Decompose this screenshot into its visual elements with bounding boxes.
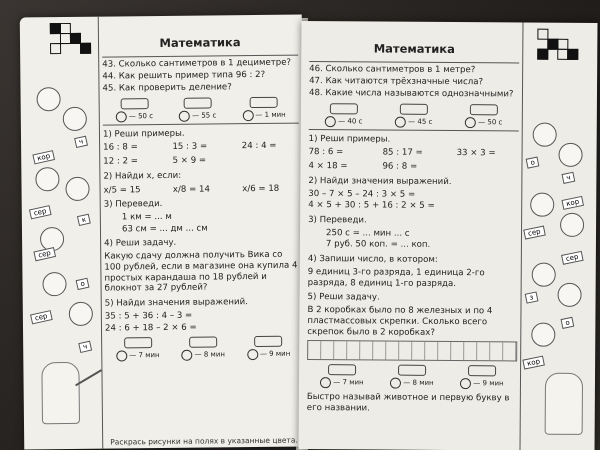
color-tag: з xyxy=(525,292,539,304)
color-tag: сер xyxy=(523,226,545,240)
question-46: 46. Сколько сантиметров в 1 метре? xyxy=(309,64,476,76)
task-1-label: 1) Реши примеры. xyxy=(308,133,391,145)
task-5-text: В 2 коробках было по 8 железных и по 4 пластмассовых скрепки. Сколько всего скрепок было в 2 коробках? xyxy=(307,305,493,338)
task-1-label: 1) Реши примеры. xyxy=(102,128,185,140)
color-tag: ч xyxy=(562,172,576,184)
time-scale-bottom: — 7 мин — 8 мин — 9 мин xyxy=(105,336,301,362)
task-5-label: 5) Найди значения выражений. xyxy=(104,297,248,309)
fish-icon xyxy=(532,263,556,287)
color-tag: сер xyxy=(561,251,583,265)
right-page xyxy=(299,21,598,450)
hedgehog-icon xyxy=(36,87,60,111)
sad-face-icon xyxy=(242,110,253,121)
question-44: 44. Как решить пример типа 96 : 2? xyxy=(102,70,266,82)
schoolboy-figure xyxy=(41,362,80,424)
task-3-label: 3) Переведи. xyxy=(308,215,367,226)
color-tag: кор xyxy=(561,196,584,210)
question-45: 45. Как проверить деление? xyxy=(102,82,232,94)
schoolgirl-figure xyxy=(545,373,583,435)
horse-icon xyxy=(558,283,582,307)
sad-face-icon xyxy=(465,117,476,128)
bottom-instruction: Раскрась рисунки на полях в указанные цвета. xyxy=(110,435,298,447)
task-4-label: 4) Реши задачу. xyxy=(104,238,177,250)
left-page xyxy=(20,15,307,450)
rabbit-icon xyxy=(42,272,66,296)
color-tag: к xyxy=(77,214,91,226)
task-2-label: 2) Найди x, если: xyxy=(103,170,182,182)
math-logo-icon xyxy=(537,29,581,73)
color-tag: кор xyxy=(32,150,55,164)
question-43: 43. Сколько сантиметров в 1 дециметре? xyxy=(102,58,292,71)
color-tag: о xyxy=(561,317,575,329)
right-content: Математика 46. Сколько сантиметров в 1 метре? 47. Как читаются трёхзначные числа? 48. Какие числа называются однозначными? — 40 с — 45 с — 50 с 1) Реши примеры. 78 : 6 = 85 : 17 = 33 × 3 = 4 × 18 = 96 : 8 = 2) Найди значения выражений. 30 – 7 × 5 – 24 : 3 × 5 = 4 × 5 + 30 : 5 + 16 : 2 × 5 = 3) Переведи. 250 с = ... мин ... с 7 руб. 50 коп. = ... коп. 4) Запиши число, в котором: 9 единиц 3-го разряда, 1 единица 2-го разряда, 8 единиц 1-го разряда. 5) Реши задачу. В 2 коробках было по 8 железных и по 4 пластмассовых скрепки. Сколько всего скрепок было в 2 коробках? — 7 мин — 8 мин — 9 мин Быстро называй животное и первую букву в его названии. xyxy=(307,21,520,450)
task-3-label: 3) Переведи. xyxy=(103,199,163,210)
color-tag: сер xyxy=(30,310,52,324)
neutral-face-icon xyxy=(395,116,406,127)
right-margin xyxy=(520,23,592,450)
smile-face-icon xyxy=(116,111,127,122)
color-tag: сер xyxy=(33,247,55,261)
color-tag: кор xyxy=(522,356,545,370)
bottom-instruction: Быстро называй животное и первую букву в его названии. xyxy=(306,392,510,414)
chick-icon xyxy=(35,167,59,191)
color-tag: о xyxy=(76,278,90,290)
goat-icon xyxy=(69,302,93,326)
math-logo-icon xyxy=(50,23,94,67)
task-2-label: 2) Найди значения выражений. xyxy=(308,175,452,187)
pig-icon xyxy=(531,323,555,347)
bull-icon xyxy=(533,123,557,147)
color-tag: ч xyxy=(78,341,92,353)
left-margin xyxy=(30,17,104,450)
page-title: Математика xyxy=(159,35,241,51)
left-content: Математика 43. Сколько сантиметров в 1 дециметре? 44. Как решить пример типа 96 : 2? 45. Как проверить деление? — 50 с — 55 с — 1 мин 1) Реши примеры. 16 : 8 = 15 : 3 = 24 : 4 = 12 : 2 = 5 × 9 = 2) Найди x, если: x/5 = 15 x/8 = 14 x/6 = 18 3) Переведи. 1 км = ... м 63 см = ... дм ... см 4) Реши задачу. Какую сдачу должна получить Вика со 100 рублей, если в магазине она купила 4 простых карандаша по 18 рублей и блокнот за 27 рублей? 5) Найди значения выражений. 35 : 5 + 36 : 4 – 3 = 24 : 6 + 18 – 2 × 6 = — 7 мин — 8 мин — 9 мин xyxy=(102,15,303,449)
question-47: 47. Как читаются трёхзначные числа? xyxy=(309,76,484,88)
page-title: Математика xyxy=(373,41,455,57)
time-scale: — 40 с — 45 с — 50 с xyxy=(309,103,519,128)
smile-face-icon xyxy=(325,116,336,127)
lion-icon xyxy=(65,177,89,201)
time-scale-bottom: — 7 мин — 8 мин — 9 мин xyxy=(307,364,517,389)
cat-icon xyxy=(63,107,87,131)
time-scale: — 50 с — 55 с — 1 мин xyxy=(103,96,299,122)
task-4-text: 9 единиц 3-го разряда, 1 единица 2-го разряда, 8 единиц 1-го разряда. xyxy=(307,266,485,289)
answer-grid xyxy=(307,340,517,361)
monkey-icon xyxy=(560,213,584,237)
neutral-face-icon xyxy=(179,110,190,121)
task-5-label: 5) Реши задачу. xyxy=(307,292,380,303)
goose-icon xyxy=(530,193,554,217)
color-tag: о xyxy=(526,156,540,168)
task-4-label: 4) Запиши число, в котором: xyxy=(307,254,438,266)
color-tag: сер xyxy=(29,205,51,219)
bear-icon xyxy=(558,143,582,167)
color-tag: ч xyxy=(74,136,88,148)
task-4-text: Какую сдачу должна получить Вика со 100 рублей, если в магазине она купила 4 простых карандаша по 18 рублей и блокнот за 27 рублей? xyxy=(104,249,298,295)
question-48: 48. Какие числа называются однозначными? xyxy=(308,87,514,100)
